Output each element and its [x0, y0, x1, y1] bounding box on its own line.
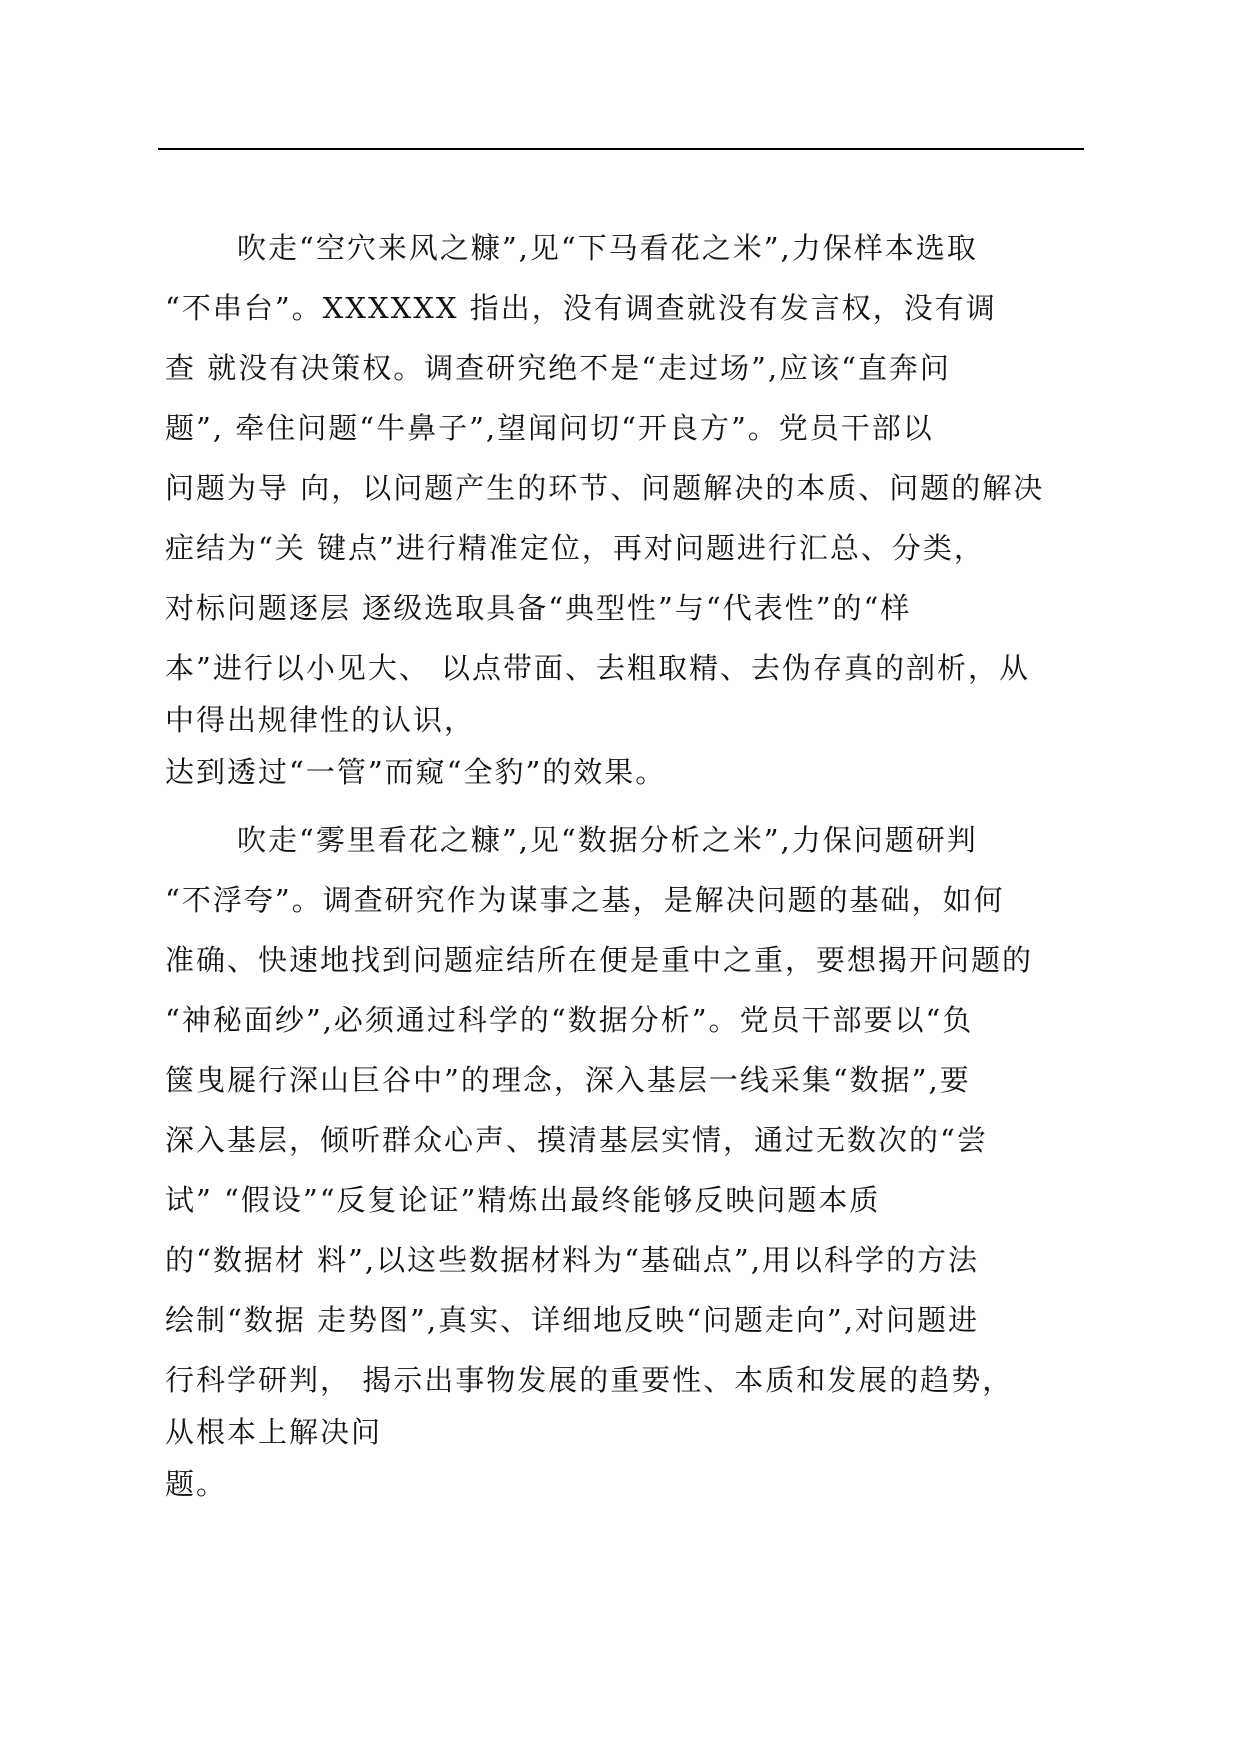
paragraph-2-line: 箧曳屣行深山巨谷中”的理念，深入基层一线采集“数据”,要 — [165, 1063, 971, 1097]
paragraph-2-line: 深入基层，倾听群众心声、摸清基层实情，通过无数次的“尝 — [165, 1123, 988, 1157]
paragraph-2-line: 试” “假设”“反复论证”精炼出最终能够反映问题本质 — [165, 1183, 881, 1217]
paragraph-1-line: 对标问题逐层 逐级选取具备“典型性”与“代表性”的“样 — [165, 591, 912, 625]
paragraph-1-line: 症结为“关 键点”进行精准定位，再对问题进行汇总、分类， — [165, 531, 985, 565]
paragraph-1-line: 本”进行以小见大、 以点带面、去粗取精、去伪存真的剖析，从 — [165, 651, 1031, 685]
paragraph-2-line: 绘制“数据 走势图”,真实、详细地反映“问题走向”,对问题进 — [165, 1303, 979, 1337]
paragraph-1-line: 问题为导 向，以问题产生的环节、问题解决的本质、问题的解决 — [165, 471, 1045, 505]
paragraph-1-line: 中得出规律性的认识， — [165, 703, 476, 737]
paragraph-1-line: 吹走“空穴来风之糠”,见“下马看花之米”,力保样本选取 — [237, 231, 978, 265]
paragraph-1-line: 查 就没有决策权。调查研究绝不是“走过场”,应该“直奔问 — [165, 351, 951, 385]
paragraph-1-line: “不串台”。XXXXXX 指出，没有调查就没有发言权，没有调 — [165, 291, 997, 325]
paragraph-2-line: 从根本上解决问 — [165, 1415, 383, 1449]
header-rule — [158, 148, 1084, 150]
paragraph-1-line: 达到透过“一管”而窥“全豹”的效果。 — [165, 755, 667, 789]
paragraph-2-line: 的“数据材 料”,以这些数据材料为“基础点”,用以科学的方法 — [165, 1243, 979, 1277]
paragraph-2-line: 题。 — [165, 1467, 228, 1501]
paragraph-2-line: 行科学研判， 揭示出事物发展的重要性、本质和发展的趋势， — [165, 1363, 1014, 1397]
paragraph-2-line: 准确、快速地找到问题症结所在便是重中之重，要想揭开问题的 — [165, 943, 1034, 977]
paragraph-2-line: 吹走“雾里看花之糠”,见“数据分析之米”,力保问题研判 — [237, 823, 978, 857]
paragraph-1-line: 题”, 牵住问题“牛鼻子”,望闻问切“开良方”。党员干部以 — [165, 411, 934, 445]
paragraph-2-line: “神秘面纱”,必须通过科学的“数据分析”。党员干部要以“负 — [165, 1003, 974, 1037]
paragraph-2-line: “不浮夸”。调查研究作为谋事之基，是解决问题的基础，如何 — [165, 883, 1005, 917]
